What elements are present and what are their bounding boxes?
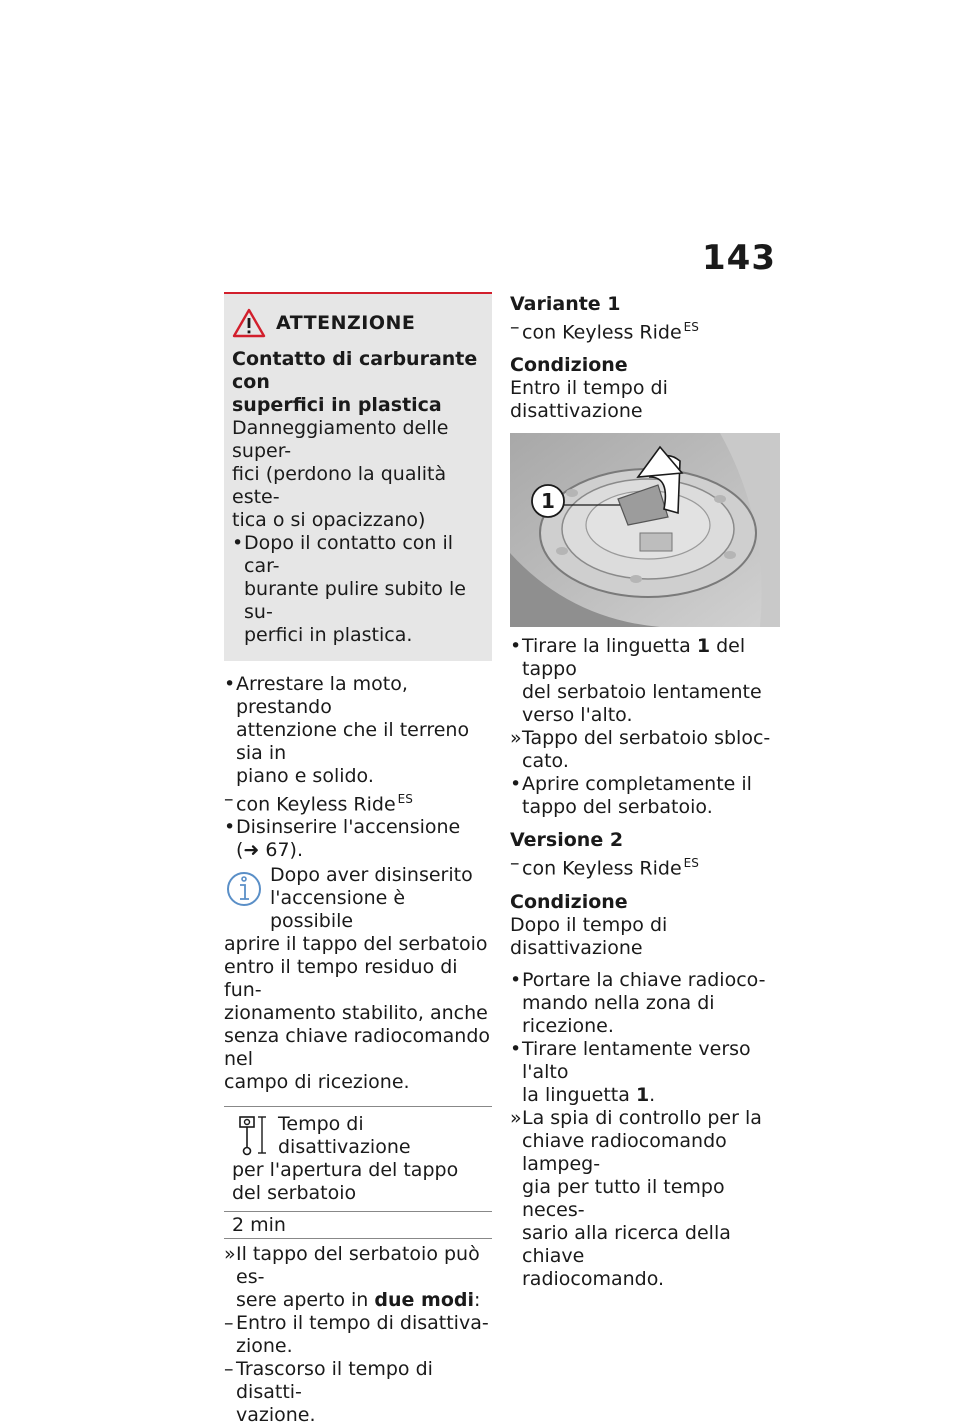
step-stop-bike [224,673,492,788]
step-pull-tab-slowly [510,1038,782,1107]
step-line: attenzione che il terreno sia in [236,719,470,764]
step-line: piano e solido. [236,765,374,787]
step-line: Disinserire l'accensione [236,816,461,839]
condition-text: Entro il tempo di disattivazione [510,377,668,423]
dash-marker: – [224,788,234,810]
step-text: del tappo [522,635,746,681]
bullet-marker: • [510,968,522,991]
step-bring-key [510,969,782,1038]
bullet-marker: • [224,816,236,839]
condition-keyless [224,788,492,816]
result-line: cato. [522,750,569,773]
step-line: verso l'alto. [522,704,633,727]
result-marker: » [510,1106,522,1129]
warning-box [224,292,492,661]
warning-text-line: fici (perdono la qualità este- [232,463,447,508]
variant-1-condition [510,316,782,344]
info-line: Dopo aver disinserito [270,864,473,887]
info-line: campo di ricezione. [224,1071,410,1094]
step-line: Tirare lentamente verso l'alto [522,1037,751,1083]
spec-label-line: del serbatoio [232,1182,357,1205]
equipment-code: ES [683,320,699,334]
bullet-marker: • [510,1037,522,1060]
page-number: 143 [702,238,776,278]
fuel-cap-figure [510,433,780,627]
result-line: Tappo del serbatoio sbloc- [522,727,771,750]
info-note [224,864,492,1094]
step-text: la linguetta [522,1083,636,1106]
spec-value: 2 min [224,1211,492,1238]
warning-bullet-line: perfici in plastica. [244,624,413,646]
result-line: gia per tutto il tempo neces- [522,1175,725,1221]
warning-bullet-line: Dopo il contatto con il car- [244,532,454,577]
info-line: entro il tempo residuo di fun- [224,956,458,1002]
equipment-code: ES [683,856,699,871]
dash-marker: – [224,1312,234,1335]
bullet-marker: • [510,635,522,658]
info-line: zionamento stabilito, anche [224,1002,488,1025]
info-line: aprire il tappo del serbatoio [224,933,488,956]
info-line: l'accensione è possibile [270,887,406,933]
result-end: : [473,1289,481,1312]
option-line: zione. [236,1335,293,1358]
warning-heading-line: Contatto di carburante con [232,348,478,393]
right-column [510,292,782,1291]
dash-marker: – [510,852,520,875]
callout-ref: 1 [696,635,711,658]
variant-1-title: Variante 1 [510,293,621,315]
callout-ref: 1 [635,1083,650,1106]
step-text: Tirare la linguetta [522,635,697,658]
warning-bullet [232,532,484,647]
result-two-ways [224,1243,492,1312]
step-line: mando nella zona di ricezione. [522,991,715,1037]
warning-text-line: Danneggiamento delle super- [232,417,449,462]
option-line: Entro il tempo di disattiva- [236,1312,489,1335]
bullet-marker: • [224,673,236,695]
spec-table [224,1106,492,1239]
step-pull-tab [510,635,782,727]
equipment-code: ES [397,792,413,806]
spec-label-line: per l'apertura del tappo [232,1159,459,1182]
bullet-marker: • [232,532,244,554]
step-line: Arrestare la moto, prestando [236,673,408,718]
info-line: senza chiave radiocomando nel [224,1025,491,1071]
result-line: radiocomando. [522,1267,665,1290]
step-text: . [649,1083,656,1106]
warning-bullet-line: burante pulire subito le su- [244,578,466,623]
left-column [224,292,492,1427]
warning-title: ATTENZIONE [276,312,416,334]
option-within-time [224,1312,492,1358]
dash-marker: – [510,316,520,338]
step-open-cap [510,773,782,819]
condition-heading: Condizione [510,890,628,913]
condition-text: con Keyless Ride [236,793,396,816]
spec-label-line: Tempo di disattivazione [278,1113,411,1159]
result-marker: » [510,727,522,750]
result-unlocked [510,727,782,773]
bullet-marker: • [510,773,522,796]
info-icon [224,866,264,912]
option-line: Trascorso il tempo di disatti- [236,1358,433,1404]
step-line: Aprire completamente il [522,773,752,796]
version-2-condition [510,852,782,880]
figure-callout-number: 1 [541,489,555,514]
fuel-cap-timer-icon [232,1113,272,1159]
fuel-cap-illustration [510,433,780,627]
dash-marker: – [224,1358,234,1381]
condition-text: Dopo il tempo di disattivazione [510,913,668,959]
result-line: La spia di controllo per la [522,1106,762,1129]
step-line: tappo del serbatoio. [522,796,713,819]
warning-text-line: tica o si opacizzano) [232,509,426,531]
result-line: sere aperto in [236,1289,375,1312]
spec-label [224,1107,492,1211]
result-line: Il tappo del serbatoio può es- [236,1243,480,1289]
result-indicator-flashes [510,1107,782,1291]
condition-heading: Condizione [510,354,628,377]
result-marker: » [224,1243,236,1266]
option-after-time [224,1358,492,1427]
version-2-title: Versione 2 [510,829,624,852]
emphasis: due modi [374,1289,474,1312]
result-line: chiave radiocomando lampeg- [522,1129,727,1175]
condition-text: con Keyless Ride [522,321,682,344]
option-line: vazione. [236,1404,316,1427]
step-ignition-off [224,816,492,862]
page-reference-link[interactable]: (➜ 67). [236,839,304,862]
warning-heading-line: superfici in plastica [232,394,442,416]
condition-text: con Keyless Ride [522,857,682,880]
step-line: Portare la chiave radioco- [522,968,766,991]
warning-triangle-icon [232,308,266,338]
step-line: del serbatoio lentamente [522,681,762,704]
result-line: sario alla ricerca della chiave [522,1221,731,1267]
